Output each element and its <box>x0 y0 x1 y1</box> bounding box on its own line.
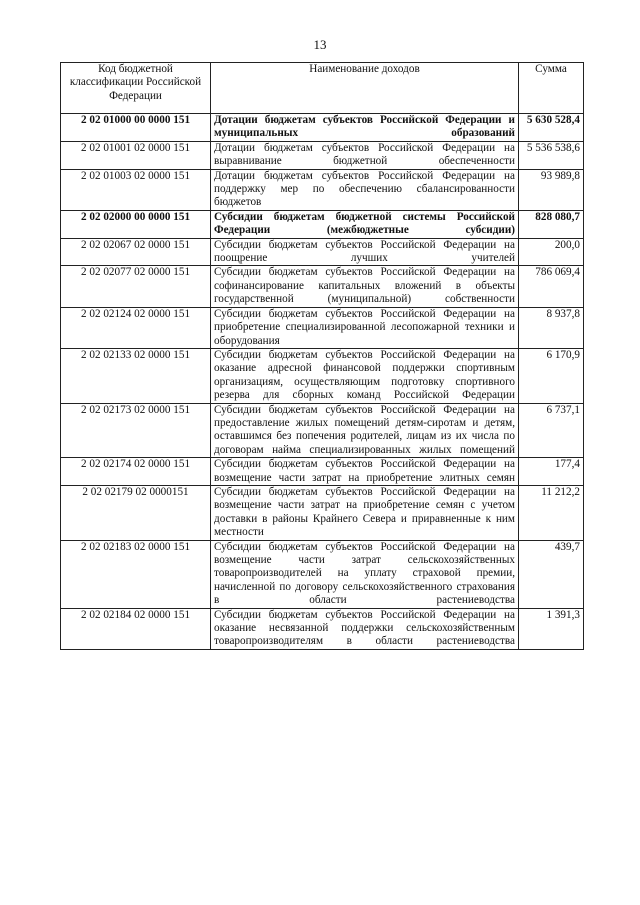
row-code: 2 02 02173 02 0000 151 <box>61 403 211 458</box>
row-sum: 6 737,1 <box>519 403 584 458</box>
row-name: Субсидии бюджетам субъектов Российской Федерации на оказание несвязанной поддержки сельскохозяйственным товаропроизводителям в области растениеводства <box>211 608 519 649</box>
row-sum: 786 069,4 <box>519 266 584 307</box>
row-sum: 177,4 <box>519 458 584 486</box>
row-code: 2 02 02124 02 0000 151 <box>61 307 211 348</box>
row-code: 2 02 02077 02 0000 151 <box>61 266 211 307</box>
row-name: Субсидии бюджетам субъектов Российской Федерации на предоставление жилых помещений детям-сиротам и детям, оставшимся без попечения родителей, лицам из их числа по договорам найма специализированных жилых помещений <box>211 403 519 458</box>
table-row <box>61 169 584 210</box>
table-header-row <box>61 63 584 114</box>
row-sum: 5 536 538,6 <box>519 141 584 169</box>
table-row <box>61 348 584 403</box>
row-code: 2 02 02067 02 0000 151 <box>61 238 211 266</box>
row-name: Субсидии бюджетам субъектов Российской Федерации на поощрение лучших учителей <box>211 238 519 266</box>
row-name: Субсидии бюджетам субъектов Российской Федерации на возмещение части затрат на приобретение элитных семян <box>211 458 519 486</box>
row-code: 2 02 01000 00 0000 151 <box>61 114 211 142</box>
row-code: 2 02 02184 02 0000 151 <box>61 608 211 649</box>
table-row <box>61 458 584 486</box>
table-row <box>61 485 584 540</box>
row-sum: 6 170,9 <box>519 348 584 403</box>
table-row <box>61 238 584 266</box>
row-name: Субсидии бюджетам субъектов Российской Федерации на приобретение специализированной лесопожарной техники и оборудования <box>211 307 519 348</box>
row-code: 2 02 02133 02 0000 151 <box>61 348 211 403</box>
table-row <box>61 540 584 608</box>
revenue-table <box>60 62 584 650</box>
row-sum: 8 937,8 <box>519 307 584 348</box>
row-code: 2 02 02183 02 0000 151 <box>61 540 211 608</box>
header-sum: Сумма <box>519 63 584 114</box>
row-code: 2 02 02174 02 0000 151 <box>61 458 211 486</box>
table-row <box>61 608 584 649</box>
row-name: Дотации бюджетам субъектов Российской Федерации на выравнивание бюджетной обеспеченности <box>211 141 519 169</box>
row-sum: 93 989,8 <box>519 169 584 210</box>
table-row <box>61 114 584 142</box>
row-name: Дотации бюджетам субъектов Российской Федерации на поддержку мер по обеспечению сбалансированности бюджетов <box>211 169 519 210</box>
page-number: 13 <box>313 37 327 52</box>
row-name: Субсидии бюджетам субъектов Российской Федерации на возмещение части затрат сельскохозяйственных товаропроизводителей на уплату страховой премии, начисленной по договору сельскохозяйственного страхования в области растениеводства <box>211 540 519 608</box>
table-row <box>61 210 584 238</box>
row-code: 2 02 01003 02 0000 151 <box>61 169 211 210</box>
row-sum: 828 080,7 <box>519 210 584 238</box>
table-row <box>61 403 584 458</box>
header-code: Код бюджетной классификации Российской Федерации <box>61 63 211 114</box>
row-code: 2 02 01001 02 0000 151 <box>61 141 211 169</box>
row-name: Субсидии бюджетам субъектов Российской Федерации на софинансирование капитальных вложений в объекты государственной (муниципальной) собственности <box>211 266 519 307</box>
row-code: 2 02 02000 00 0000 151 <box>61 210 211 238</box>
row-name: Субсидии бюджетам бюджетной системы Российской Федерации (межбюджетные субсидии) <box>211 210 519 238</box>
table-row <box>61 141 584 169</box>
row-sum: 11 212,2 <box>519 485 584 540</box>
row-sum: 1 391,3 <box>519 608 584 649</box>
row-sum: 5 630 528,4 <box>519 114 584 142</box>
row-name: Субсидии бюджетам субъектов Российской Федерации на оказание адресной финансовой поддержки спортивным организациям, осуществляющим подготовку спортивного резерва для сборных команд Российской Федерации <box>211 348 519 403</box>
table-row <box>61 307 584 348</box>
table-row <box>61 266 584 307</box>
row-sum: 439,7 <box>519 540 584 608</box>
row-name: Субсидии бюджетам субъектов Российской Федерации на возмещение части затрат на приобретение семян с учетом доставки в районы Крайнего Севера и приравненные к ним местности <box>211 485 519 540</box>
row-name: Дотации бюджетам субъектов Российской Федерации и муниципальных образований <box>211 114 519 142</box>
row-sum: 200,0 <box>519 238 584 266</box>
header-name: Наименование доходов <box>211 63 519 114</box>
row-code: 2 02 02179 02 0000151 <box>61 485 211 540</box>
